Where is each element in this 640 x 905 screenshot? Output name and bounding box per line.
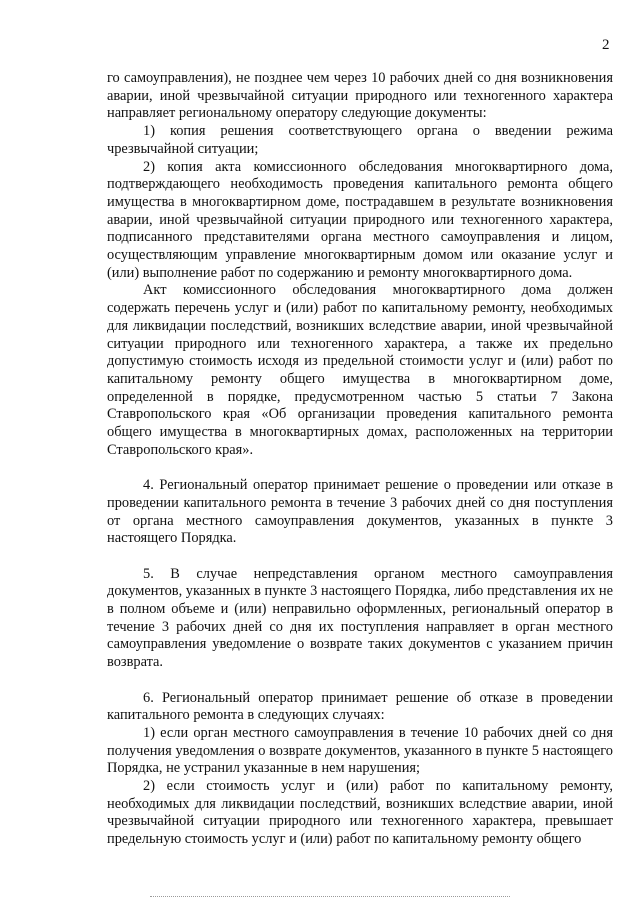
list-item-refusal-1: 1) если орган местного самоуправления в течение 10 рабочих дней со дня получения уведомления о возврате документов, указанного в пункте 5 настоящего Порядка, не устранил указанные в нем нарушения; [107,724,613,777]
page-number: 2 [602,37,610,53]
paragraph-continuation: го самоуправления), не позднее чем через 10 рабочих дней со дня возникновения аварии, иной чрезвычайной ситуации природного или техногенного характера направляет региональному оператору следующие документы: [107,70,613,122]
footer-divider [150,896,510,897]
paragraph-section-4: 4. Региональный оператор принимает решение о проведении или отказе в проведении капитального ремонта в течение 3 рабочих дней со дня поступления от органа местного самоуправления документов, указанных в пункте 3 настоящего Порядка. [107,477,613,547]
list-item-inspection-act-copy: 2) копия акта комиссионного обследования многоквартирного дома, подтверждающего необходимость проведения капитального ремонта общего имущества в многоквартирном доме, пострадавшем в результате возникновения аварии, иной чрезвычайной ситуации природного или техногенного характера, подписанного представителями органа местного самоуправления и лицом, осуществляющим управление многоквартирным домом или оказание услуг и (или) выполнение работ по содержанию и ремонту многоквартирного дома. [107,158,613,281]
document-body [107,70,613,849]
paragraph-section-6: 6. Региональный оператор принимает решение об отказе в проведении капитального ремонта в следующих случаях: [107,689,613,724]
list-item-refusal-2: 2) если стоимость услуг и (или) работ по капитальному ремонту, необходимых для ликвидации последствий, возникших вследствие аварии, иной чрезвычайной ситуации природного или техногенного характера, превышает предельную стоимость услуг и (или) работ по капитальному ремонту общего [107,778,613,848]
paragraph-section-5: 5. В случае непредставления органом местного самоуправления документов, указанных в пункте 3 настоящего Порядка, либо представления их не в полном объеме и (или) неправильно оформленных, региональный оператор в течение 3 рабочих дней со дня их поступления направляет в орган местного самоуправления уведомление о возврате таких документов с указанием причин возврата. [107,565,613,671]
list-item-decision-copy: 1) копия решения соответствующего органа о введении режима чрезвычайной ситуации; [107,123,613,157]
paragraph-inspection-act: Акт комиссионного обследования многоквартирного дома должен содержать перечень услуг и (или) работ по капитальному ремонту, необходимых для ликвидации последствий, возникших вследствие аварии, иной чрезвычайной ситуации природного или техногенного характера, а также их предельно допустимую стоимость исходя из предельной стоимости услуг и (или) работ по капитальному ремонту общего имущества в многоквартирном доме, определенной в порядке, предусмотренном частью 5 статьи 7 Закона Ставропольского края «Об организации проведения капитального ремонта общего имущества в многоквартирных домах, расположенных на территории Ставропольского края». [107,282,613,458]
